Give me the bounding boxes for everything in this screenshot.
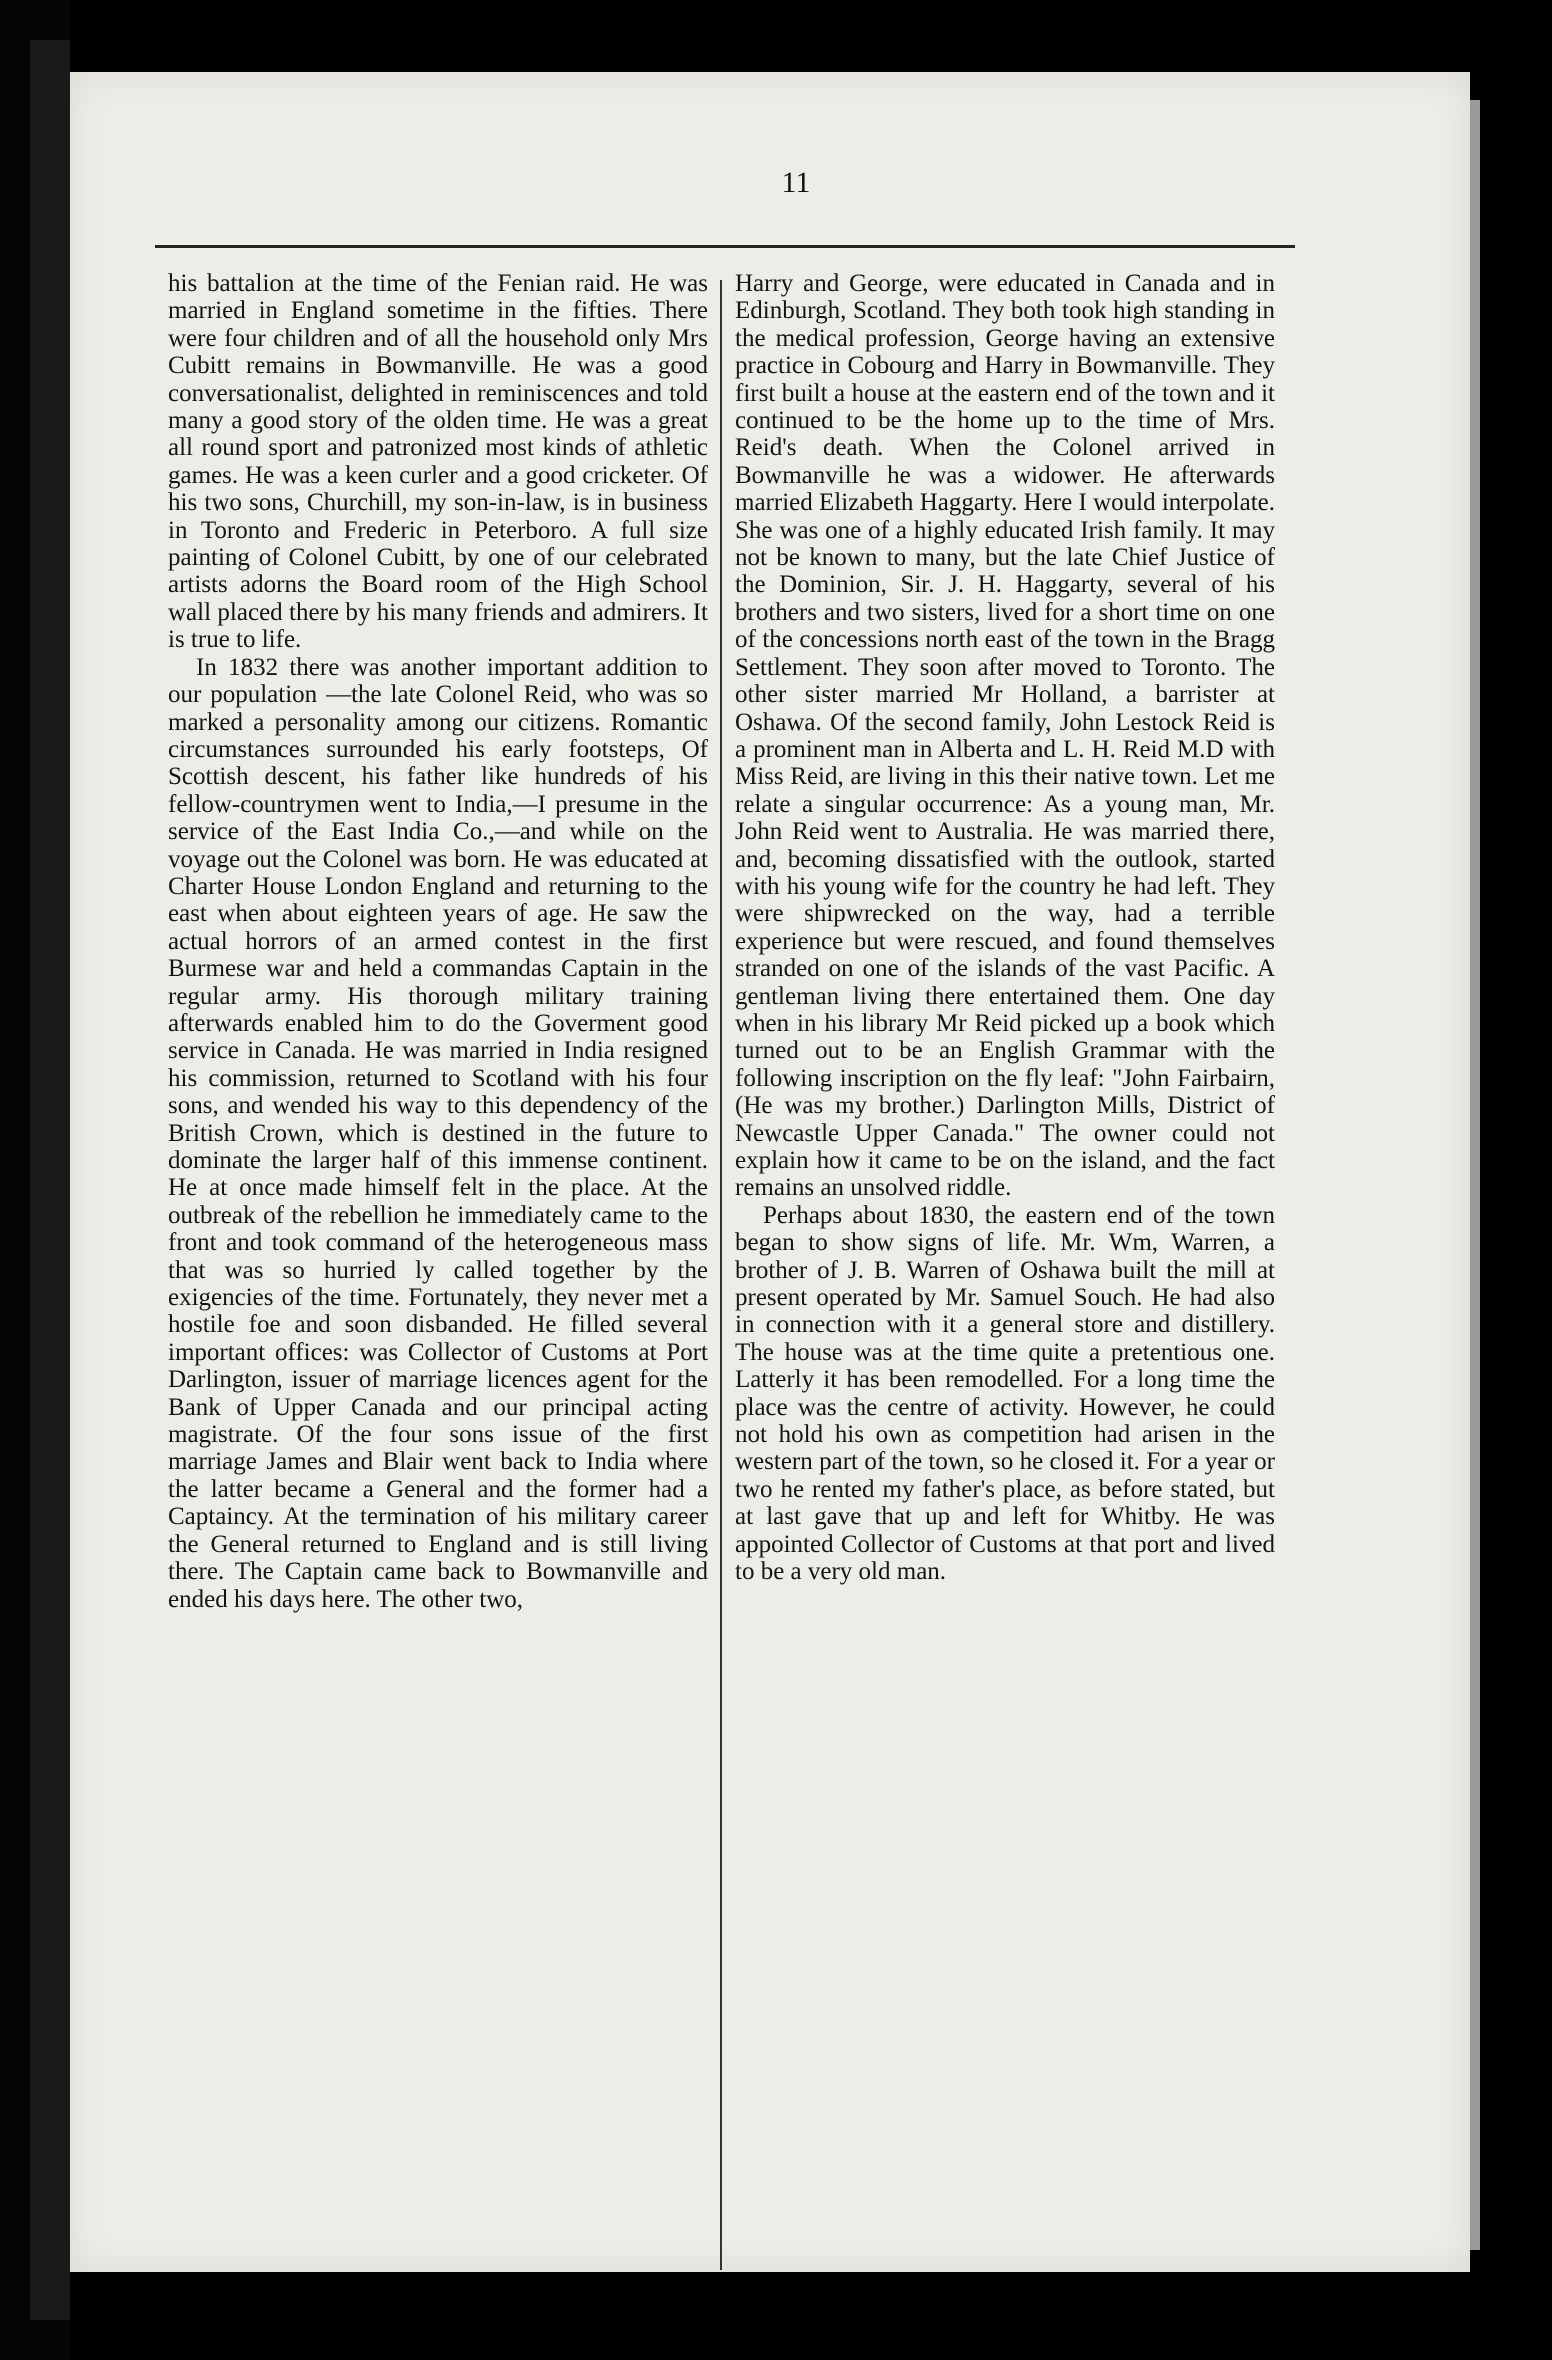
- page-number: 11: [781, 166, 811, 199]
- right-paragraph-2: Perhaps about 1830, the eastern end of the town began to show signs of life. Mr. Wm, Warren, a brother of J. B. Warren of Oshawa built the mill at present operated by Mr. Samuel Souch. He had also in connection with it a general store and distillery. The house was at the time quite a pretentious one. Latterly it has been remodelled. For a long time the place was the centre of activity. However, he could not hold his own as competition had arisen in the western part of the town, so he closed it. For a year or two he rented my father's place, as before stated, but at last gave that up and left for Whitby. He was appointed Collector of Customs at that port and lived to be a very old man.: [735, 1201, 1275, 1586]
- right-column: [735, 270, 1275, 1586]
- left-paragraph-1: his battalion at the time of the Fenian raid. He was married in England sometime in the fifties. There were four children and of all the household only Mrs Cubitt remains in Bowmanville. He was a good conversationalist, delighted in reminiscences and told many a good story of the olden time. He was a great all round sport and patronized most kinds of athletic games. He was a keen curler and a good cricketer. Of his two sons, Churchill, my son-in-law, is in business in Toronto and Frederic in Peterboro. A full size painting of Colonel Cubitt, by one of our celebrated artists adorns the Board room of the High School wall placed there by his many friends and admirers. It is true to life.: [168, 270, 708, 654]
- left-paragraph-2: In 1832 there was another important addition to our population —the late Colonel Reid, who was so marked a personality among our citizens. Romantic circumstances surrounded his early footsteps, Of Scottish descent, his father like hundreds of his fellow-countrymen went to India,—I presume in the service of the East India Co.,—and while on the voyage out the Colonel was born. He was educated at Charter House London England and returning to the east when about eighteen years of age. He saw the actual horrors of an armed contest in the first Burmese war and held a commandas Captain in the regular army. His thorough military training afterwards enabled him to do the Goverment good service in Canada. He was married in India resigned his commission, returned to Scotland with his four sons, and wended his way to this dependency of the British Crown, which is destined in the future to dominate the larger half of this immense continent. He at once made himself felt in the place. At the outbreak of the rebellion he immediately came to the front and took command of the heterogeneous mass that was so hurried ly called together by the exigencies of the time. Fortunately, they never met a hostile foe and soon disbanded. He filled several important offices: was Collector of Customs at Port Darlington, issuer of marriage licences agent for the Bank of Upper Canada and our principal acting magistrate. Of the four sons issue of the first marriage James and Blair went back to India where the latter became a General and the former had a Captaincy. At the termination of his military career the General returned to England and is still living there. The Captain came back to Bowmanville and ended his days here. The other two,: [168, 653, 708, 1613]
- page-edge-strip: [30, 40, 70, 2320]
- header-rule: [155, 245, 1295, 248]
- left-column: [168, 270, 708, 1613]
- page-right-edge: [1470, 100, 1480, 2250]
- column-divider: [720, 280, 722, 2270]
- right-paragraph-1: Harry and George, were educated in Canada and in Edinburgh, Scotland. They both took high standing in the medical profession, George having an extensive practice in Cobourg and Harry in Bowmanville. They first built a house at the eastern end of the town and it continued to be the home up to the time of Mrs. Reid's death. When the Colonel arrived in Bowmanville he was a widower. He afterwards married Elizabeth Haggarty. Here I would interpolate. She was one of a highly educated Irish family. It may not be known to many, but the late Chief Justice of the Dominion, Sir. J. H. Haggarty, several of his brothers and two sisters, lived for a short time on one of the concessions north east of the town in the Bragg Settlement. They soon after moved to Toronto. The other sister married Mr Holland, a barrister at Oshawa. Of the second family, John Lestock Reid is a prominent man in Alberta and L. H. Reid M.D with Miss Reid, are living in this their native town. Let me relate a singular occurrence: As a young man, Mr. John Reid went to Australia. He was married there, and, becoming dissatisfied with the outlook, started with his young wife for the country he had left. They were shipwrecked on the way, had a terrible experience but were rescued, and found themselves stranded on one of the islands of the vast Pacific. A gentleman living there entertained them. One day when in his library Mr Reid picked up a book which turned out to be an English Grammar with the following inscription on the fly leaf: "John Fairbairn, (He was my brother.) Darlington Mills, District of Newcastle Upper Canada." The owner could not explain how it came to be on the island, and the fact remains an unsolved riddle.: [735, 270, 1275, 1202]
